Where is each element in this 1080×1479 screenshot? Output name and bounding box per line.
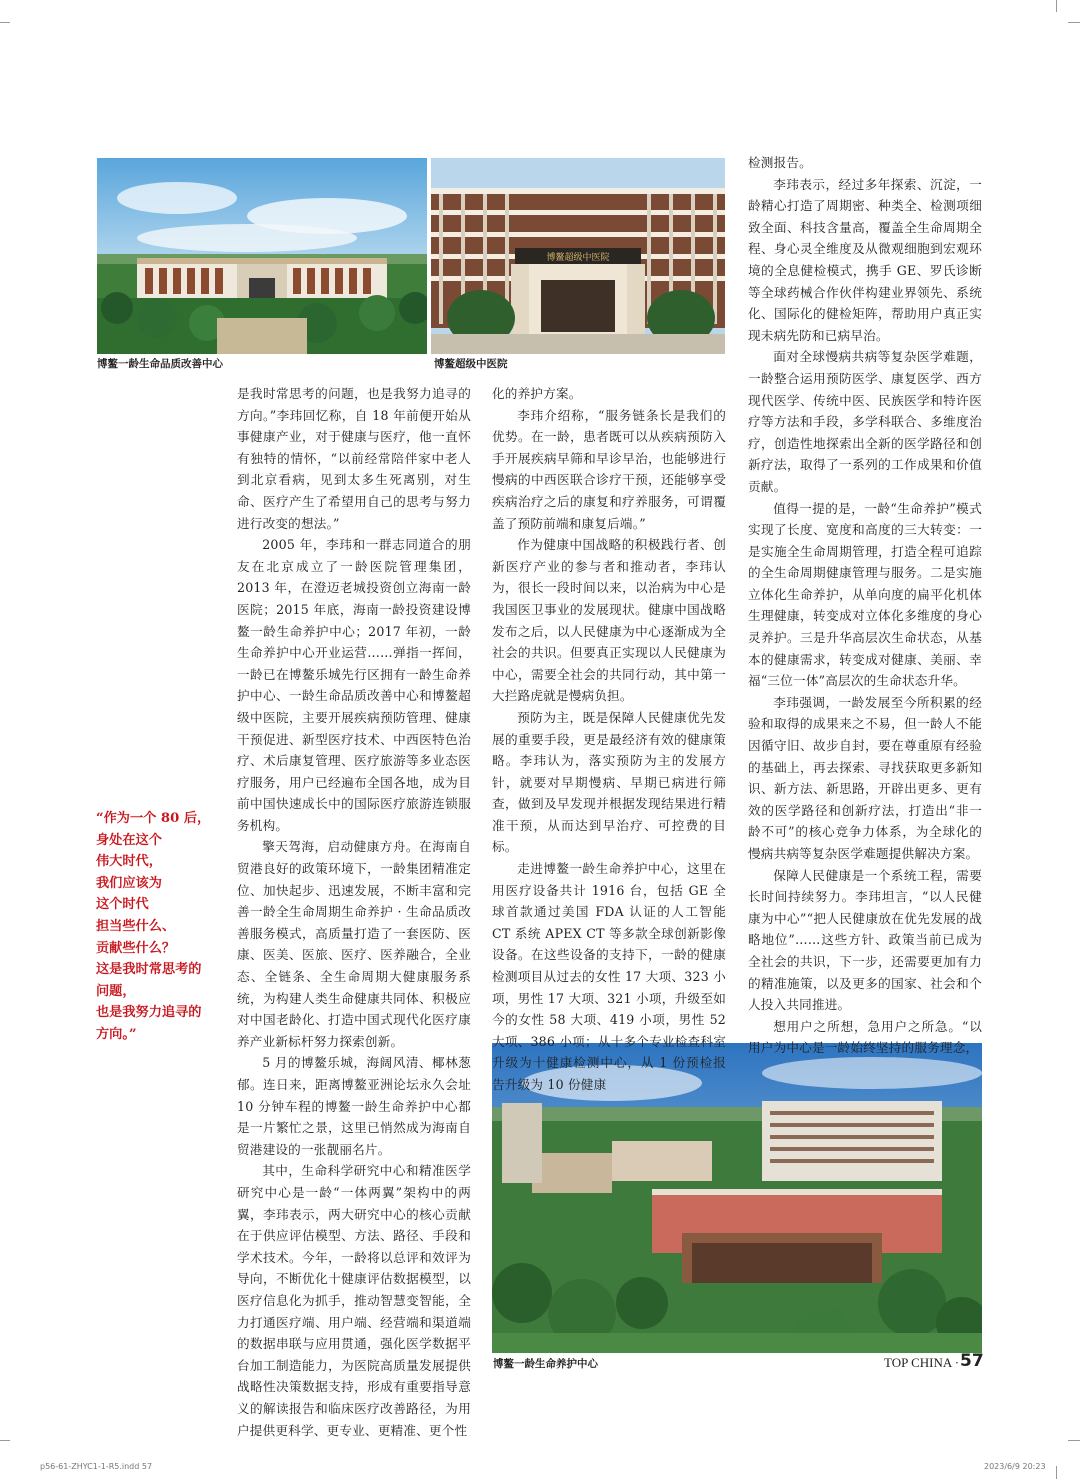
pull-quote-line: 也是我努力追寻的 [96, 1005, 202, 1021]
pull-quote-line: 担当些什么、 [96, 918, 176, 934]
pull-quote-line: 伟大时代， [96, 854, 162, 870]
paragraph: 面对全球慢病共病等复杂医学难题，一龄整合运用预防医学、康复医学、西方现代医学、传统中医、民族医学和特许医疗等方法和手段，多学科联合、多维度治疗，创造性地探索出全新的医学路径和创新疗法，取得了一系列的工作成果和价值贡献。 [748, 349, 982, 494]
paragraph: 作为健康中国战略的积极践行者、创新医疗产业的参与者和推动者，李玮认为，很长一段时间以来，以治病为中心是我国医卫事业的发展现状。健康中国战略发布之后，以人民健康为中心逐渐成为全社会的共识。但要真正实现以人民健康为中心，需要全社会的共同行动，其中第一大拦路虎就是慢病负担。 [492, 537, 726, 704]
crop-mark [1068, 1440, 1080, 1441]
paragraph: 走进博鳌一龄生命养护中心，这里在用医疗设备共计 1916 台，包括 GE 全球首款通过美国 FDA 认证的人工智能 CT 系统 APEX CT 等多款全球创新影像设备。在这些设备的支持下，一龄的健康检测项目从过去的女性 17 大项、323 小项，男性 17 大项、321 小项，升级至如今的女性 58 大项、419 小项，男性 52 大项、386 小项；从十多个专业检查科室升级为十健康检测中心，从 1 份预检报告升级为 10 份健康 [492, 861, 726, 1092]
paragraph: 值得一提的是，一龄“生命养护”模式实现了长度、宽度和高度的三大转变：一是实施全生命周期管理，打造全程可追踪的全生命周期健康管理与服务。二是实施立体化生命养护，从单向度的扁平化机体生理健康，转变成对立体化多维度的身心灵养护。三是升华高层次生命状态，从基本的健康需求，转变成对健康、美丽、幸福“三位一体”高层次的生命状态升华。 [748, 500, 982, 689]
paragraph: 其中，生命科学研究中心和精准医学研究中心是一龄“一体两翼”架构中的两翼，李玮表示，两大研究中心的核心贡献在于供应评估模型、方法、路径、手段和学术技术。今年，一龄将以总评和效评为导向，不断优化十健康评估数据模型，以医疗信息化为抓手，推动智慧变智能，全力打通医疗端、用户端、经营端和渠道端的数据串联与应用贯通，强化医学数据平台加工制造能力，为医院高质量发展提供战略性决策数据支持，形成有重要指导意义的解读报告和临床医疗改善路径，为用户提供更科学、更专业、更精准、更个性 [237, 1163, 471, 1438]
photo-caption: 博鳌一龄生命养护中心 [493, 1358, 598, 1370]
article-column-2 [492, 383, 726, 1096]
photo-caption: 博鳌超级中医院 [434, 358, 508, 370]
photo-caption: 博鳌一龄生命品质改善中心 [97, 358, 223, 370]
pull-quote-line: 身处在这个 [96, 832, 162, 848]
pull-quote-line: 方向。” [96, 1026, 137, 1042]
photo-tcm-hospital [431, 158, 725, 354]
pull-quote-line: 我们应该为 [96, 875, 162, 891]
paragraph: 检测报告。 [748, 155, 812, 170]
paragraph: 保障人民健康是一个系统工程，需要长时间持续努力。李玮坦言，“以人民健康为中心”“把人民健康放在优先发展的战略地位”……这些方针、政策当前已成为全社会的共识，下一步，还需要更加有力的精准施策，以及更多的国家、社会和个人投入共同推进。 [748, 867, 982, 1013]
crop-mark [1056, 0, 1057, 12]
article-column-1 [237, 383, 471, 1441]
paragraph: 预防为主，既是保障人民健康优先发展的重要手段，更是最经济有效的健康策略。李玮认为，落实预防为主的发展方针，就要对早期慢病、早期已病进行筛查，做到及早发现并根据发现结果进行精准干预，从而达到早治疗、可控费的目标。 [492, 709, 726, 855]
pull-quote-line: 这是我时常思考的 [96, 962, 202, 978]
article-column-3 [748, 152, 982, 1059]
pull-quote-line: 贡献些什么？ [96, 940, 176, 956]
pull-quote-line: 这个时代 [96, 897, 149, 913]
photo-quality-center [97, 158, 427, 354]
print-slug-date: 2023/6/9 20:23 [984, 1462, 1046, 1471]
paragraph: 5 月的博鳌乐城，海阔风清、椰林葱郁。连日来，距离博鳌亚洲论坛永久会址 10 分钟车程的博鳌一龄生命养护中心都是一片繁忙之景，这里已悄然成为海南自贸港建设的一张靓丽名片。 [237, 1055, 471, 1157]
crop-mark [0, 1440, 10, 1441]
crop-mark [1068, 22, 1080, 23]
pull-quote-line: 问题， [96, 983, 136, 999]
crop-mark [0, 22, 10, 23]
paragraph: 李玮表示，经过多年探索、沉淀，一龄精心打造了周期密、种类全、检测项细致全面、科技含量高，覆盖全生命周期全程、身心灵全维度及从微观细胞到宏观环境的全息健检模式，携手 GE、罗氏诊断等全球药械合作伙伴构建业界领先、系统化、国际化的健检矩阵，帮助用户真正实现未病先防和已病早治。 [748, 176, 982, 343]
paragraph: 李玮强调，一龄发展至今所积累的经验和取得的成果来之不易，但一龄人不能因循守旧、故步自封，要在尊重原有经验的基础上，再去探索、寻找获取更多新知识、新方法、新思路，开辟出更多、更有效的医学路径和创新疗法，打造出“非一龄不可”的核心竞争力体系，为全球化的慢病共病等复杂医学难题提供解决方案。 [748, 694, 982, 861]
paragraph: 2005 年，李玮和一群志同道合的朋友在北京成立了一龄医院管理集团，2013 年，在澄迈老城投资创立海南一龄医院；2015 年底，海南一龄投资建设博鳌一龄生命养护中心；2017 年初，一龄生命养护中心开业运营……弹指一挥间，一龄已在博鳌乐城先行区拥有一龄生命养护中心、一龄生命品质改善中心和博鳌超级中医院，主要开展疾病预防管理、健康干预促进、新型医疗技术、中西医特色治疗、术后康复管理、医疗旅游等多业态医疗服务，用户已经遍布全国各地，成为目前中国快速成长中的国际医疗旅游连锁服务机构。 [237, 537, 471, 833]
magazine-brand: TOP CHINA · [884, 1355, 960, 1370]
paragraph: 擎天驾海，启动健康方舟。在海南自贸港良好的政策环境下，一龄集团精准定位、加快起步、迅速发展，不断丰富和完善一龄全生命周期生命养护 · 生命品质改善服务模式，高质量打造了一套医防、医康、医美、医旅、医疗、医养融合，全业态、全链条、全生命周期大健康服务系统，为构建人类生命健康共同体、积极应对中国老龄化、打造中国式现代化医疗康养产业新标杆努力探索创新。 [237, 839, 471, 1049]
paragraph: 想用户之所想，急用户之所急。“以用户为中心是一龄始终坚持的服务理念， [748, 1018, 982, 1056]
hospital-sign: 博鳌超级中医院 [546, 253, 610, 263]
pull-quote [96, 808, 224, 1046]
pull-quote-line: “作为一个 80 后， [96, 811, 211, 826]
page-number: 57 [960, 1351, 984, 1371]
crop-mark [1056, 1466, 1057, 1479]
print-slug-file: p56-61-ZHYC1-1-R5.indd 57 [40, 1462, 153, 1471]
paragraph: 化的养护方案。 [492, 386, 582, 401]
paragraph: 是我时常思考的问题，也是我努力追寻的方向。”李玮回忆称，自 18 年前便开始从事健康产业，对于健康与医疗，他一直怀有独特的情怀，“以前经常陪伴家中老人到北京看病，见到太多生死离别，对生命、医疗产生了希望用自己的思考与努力进行改变的想法。” [237, 386, 471, 531]
paragraph: 李玮介绍称，“服务链条长是我们的优势。在一龄，患者既可以从疾病预防入手开展疾病早筛和早诊早治，也能够进行慢病的中西医联合诊疗干预，还能够享受疾病治疗之后的康复和疗养服务，可谓覆盖了预防前端和康复后端。” [492, 407, 726, 531]
